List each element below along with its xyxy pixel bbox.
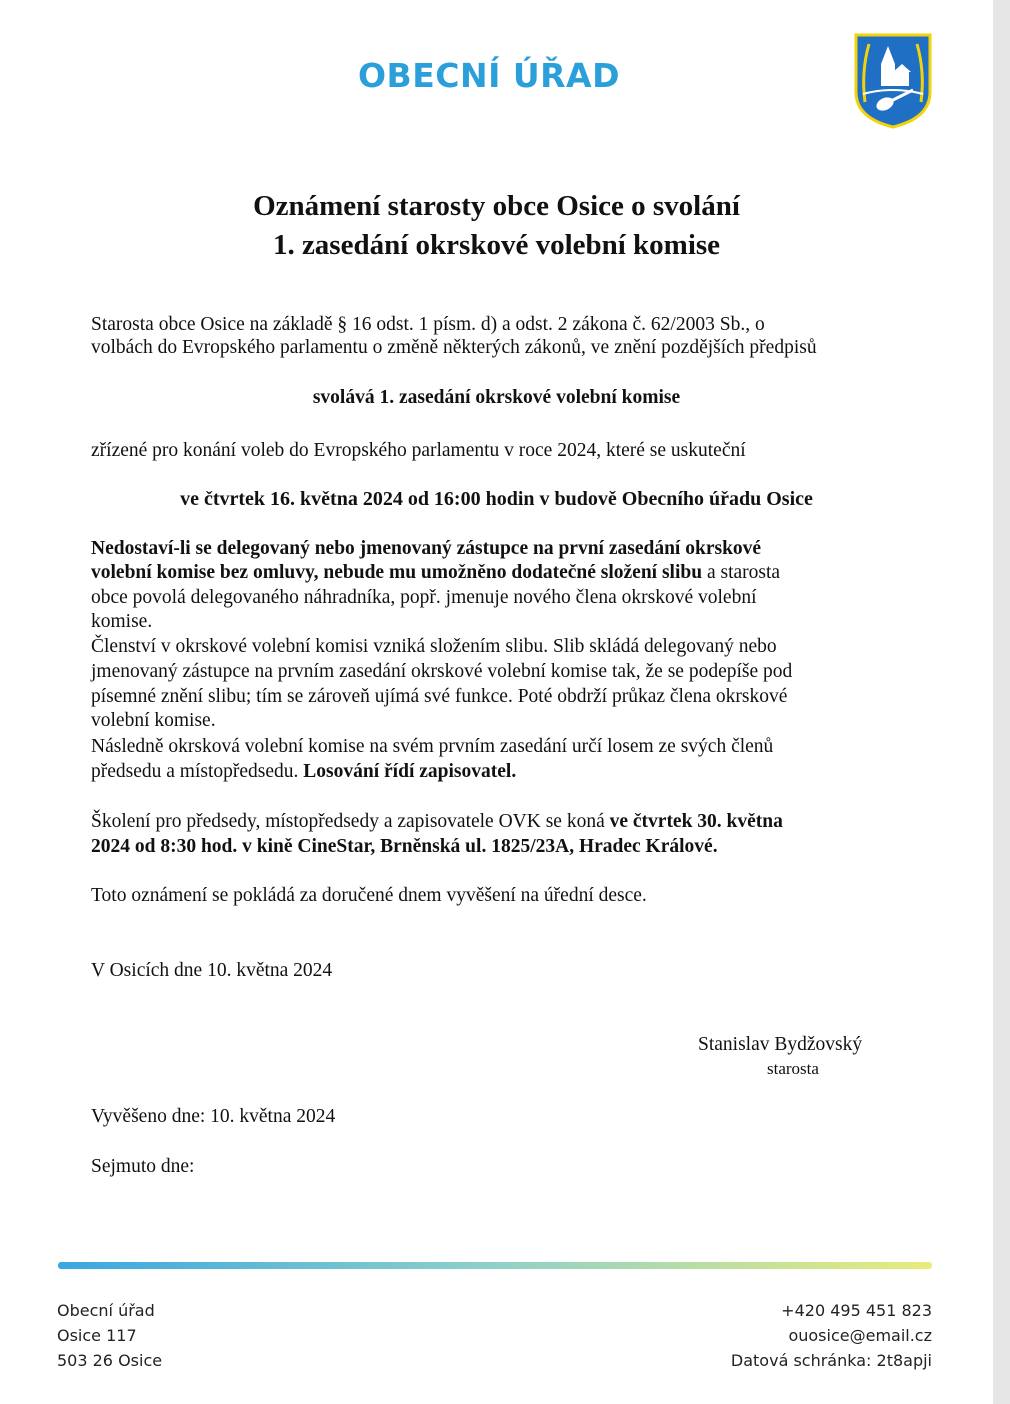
footer-databox: Datová schránka: 2t8apji: [730, 1351, 932, 1370]
footer-contacts: [731, 1298, 932, 1373]
training-line-1: [91, 810, 783, 834]
meeting-date-place: ve čtvrtek 16. května 2024 od 16:00 hodin v budově Obecního úřadu Osice: [180, 488, 813, 510]
delivery-notice: Toto oznámení se pokládá za doručené dnem vyvěšení na úřední desce.: [91, 885, 647, 906]
footer-gradient-divider: [58, 1262, 932, 1269]
convene-statement: svolává 1. zasedání okrskové volební komise: [312, 387, 681, 408]
membership-line-1: Členství v okrskové volební komisi vzniká složením slibu. Slib skládá delegovaný nebo: [91, 636, 777, 657]
signatory-role: starosta: [767, 1059, 819, 1078]
intro-line-2: volbách do Evropského parlamentu o změně některých zákonů, ve znění pozdějších předpisů: [91, 337, 817, 358]
election-line-1: Následně okrsková volební komise na svém prvním zasedání určí losem ze svých členů: [91, 736, 774, 757]
membership-line-2: jmenovaný zástupce na prvním zasedání okrskové volební komise tak, že se podepíše pod: [91, 661, 793, 682]
absence-warning-line-2: [91, 561, 780, 585]
election-bold: Losování řídí zapisovatel.: [303, 761, 517, 782]
election-line-2: [91, 760, 516, 784]
posted-date: Vyvěšeno dne: 10. května 2024: [91, 1106, 336, 1127]
substitute-line-2: komise.: [91, 611, 153, 632]
election-text: předsedu a místopředsedu.: [91, 761, 304, 782]
membership-line-3: písemné znění slibu; tím se zároveň ujímá své funkce. Poté obdrží průkaz člena okrskové: [91, 686, 788, 707]
training-line-2: 2024 od 8:30 hod. v kině CineStar, Brněnská ul. 1825/23A, Hradec Králové.: [91, 836, 718, 857]
footer-org: Obecní úřad: [57, 1301, 155, 1320]
absence-warning-bold: volební komise bez omluvy, nebude mu umožněno dodatečné složení slibu: [91, 562, 703, 583]
signatory-name: Stanislav Bydžovský: [698, 1034, 863, 1055]
office-logo-text: OBECNÍ ÚŘAD: [358, 56, 620, 95]
date-place: V Osicích dne 10. května 2024: [91, 960, 333, 981]
footer-address: [57, 1298, 162, 1373]
membership-line-4: volební komise.: [91, 710, 216, 731]
document-title-line-1: Oznámení starosty obce Osice o svolání: [253, 190, 740, 222]
footer-city: 503 26 Osice: [57, 1351, 163, 1370]
municipal-crest-icon: [853, 32, 933, 130]
training-date-bold: ve čtvrtek 30. května: [609, 811, 783, 832]
footer-street: Osice 117: [57, 1326, 137, 1345]
footer-phone[interactable]: +420 495 451 823: [781, 1301, 932, 1320]
substitute-line-1: obce povolá delegovaného náhradníka, popř. jmenuje nového člena okrskové volební: [91, 587, 757, 608]
footer-email[interactable]: ouosice@email.cz: [788, 1326, 932, 1345]
removed-date: Sejmuto dne:: [91, 1156, 195, 1177]
document-title-line-2: 1. zasedání okrskové volební komise: [272, 229, 721, 261]
training-text: Školení pro předsedy, místopředsedy a zapisovatele OVK se koná: [91, 811, 610, 832]
established-text: zřízené pro konání voleb do Evropského parlamentu v roce 2024, které se uskuteční: [91, 440, 746, 461]
absence-warning-rest: a starosta: [702, 562, 781, 583]
absence-warning-line-1: Nedostaví-li se delegovaný nebo jmenovaný zástupce na první zasedání okrskové: [91, 538, 762, 559]
intro-line-1: Starosta obce Osice na základě § 16 odst. 1 písm. d) a odst. 2 zákona č. 62/2003 Sb., o: [91, 314, 765, 335]
